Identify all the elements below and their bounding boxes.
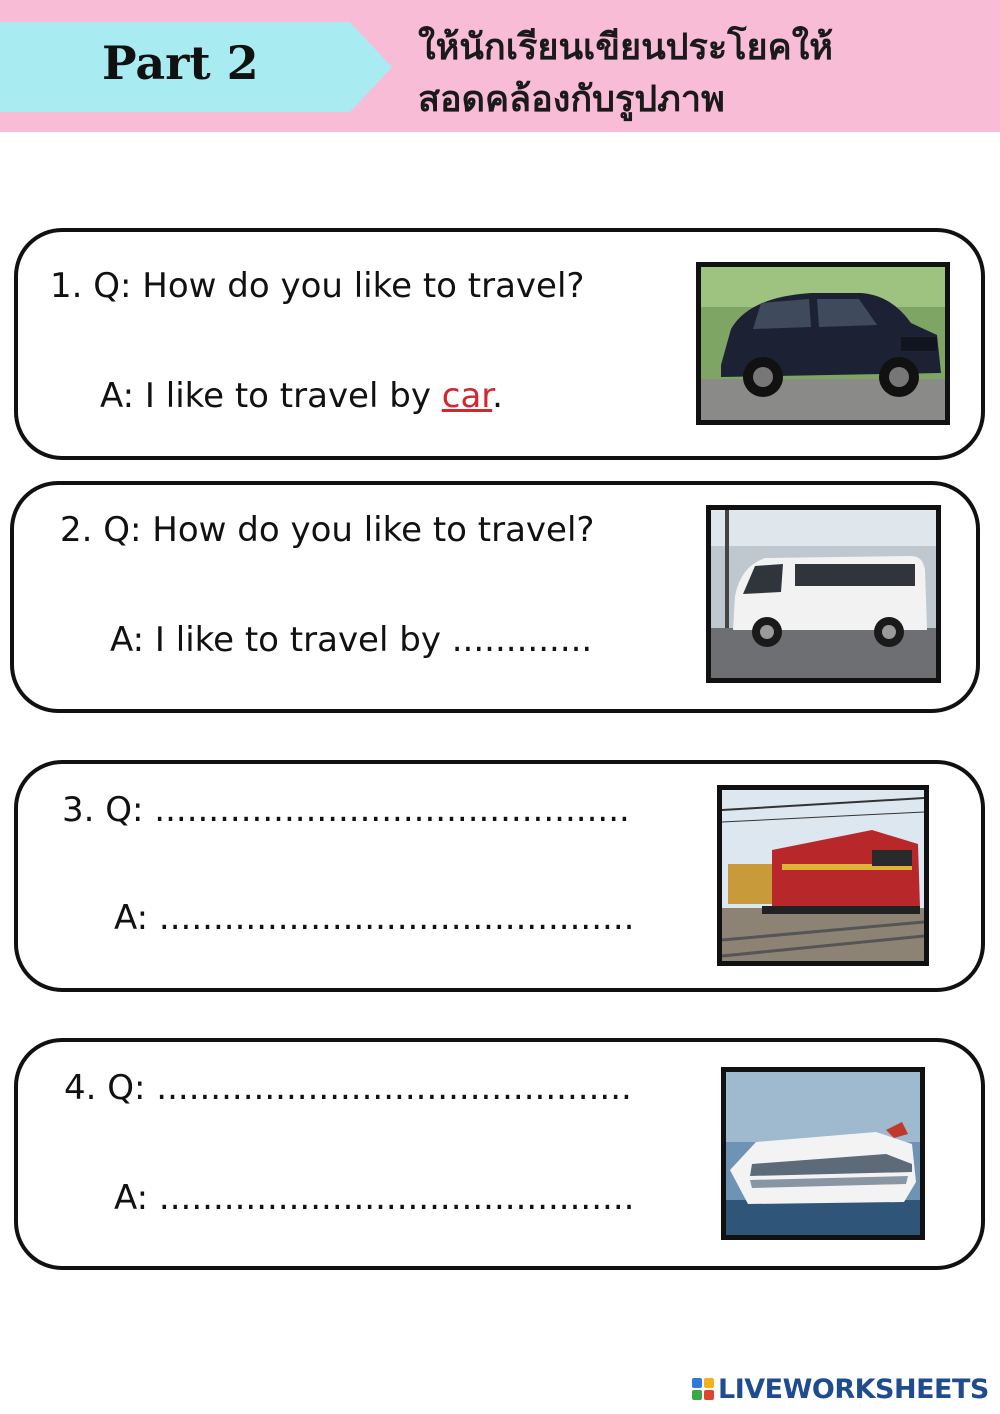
question-4: 4. Q: ............................................ — [64, 1068, 632, 1108]
question-2: 2. Q: How do you like to travel? — [60, 510, 595, 550]
brand-mark-icon — [692, 1378, 714, 1400]
instruction-line-1: ให้นักเรียนเขียนประโยคให้ — [418, 27, 834, 68]
answer-2: A: I like to travel by ............. — [110, 620, 593, 660]
car-image — [696, 262, 950, 425]
instruction-line-2: สอดคล้องกับรูปภาพ — [418, 79, 725, 120]
cruise-ship-image — [721, 1067, 925, 1240]
van-image — [706, 505, 941, 683]
answer-4: A: ............................................ — [114, 1178, 635, 1218]
question-1: 1. Q: How do you like to travel? — [50, 266, 585, 306]
liveworksheets-logo — [692, 1372, 989, 1406]
question-3: 3. Q: ............................................ — [62, 790, 630, 830]
answer-1-prefix: A: I like to travel by — [100, 376, 442, 416]
instruction — [418, 22, 833, 126]
brand-name: LIVEWORKSHEETS — [718, 1373, 989, 1405]
answer-3: A: ............................................ — [114, 898, 635, 938]
answer-1-suffix: . — [492, 376, 503, 416]
answer-1-word: car — [441, 376, 493, 416]
answer-1 — [100, 376, 503, 416]
part-label: Part 2 — [102, 36, 259, 90]
train-image — [717, 785, 929, 966]
